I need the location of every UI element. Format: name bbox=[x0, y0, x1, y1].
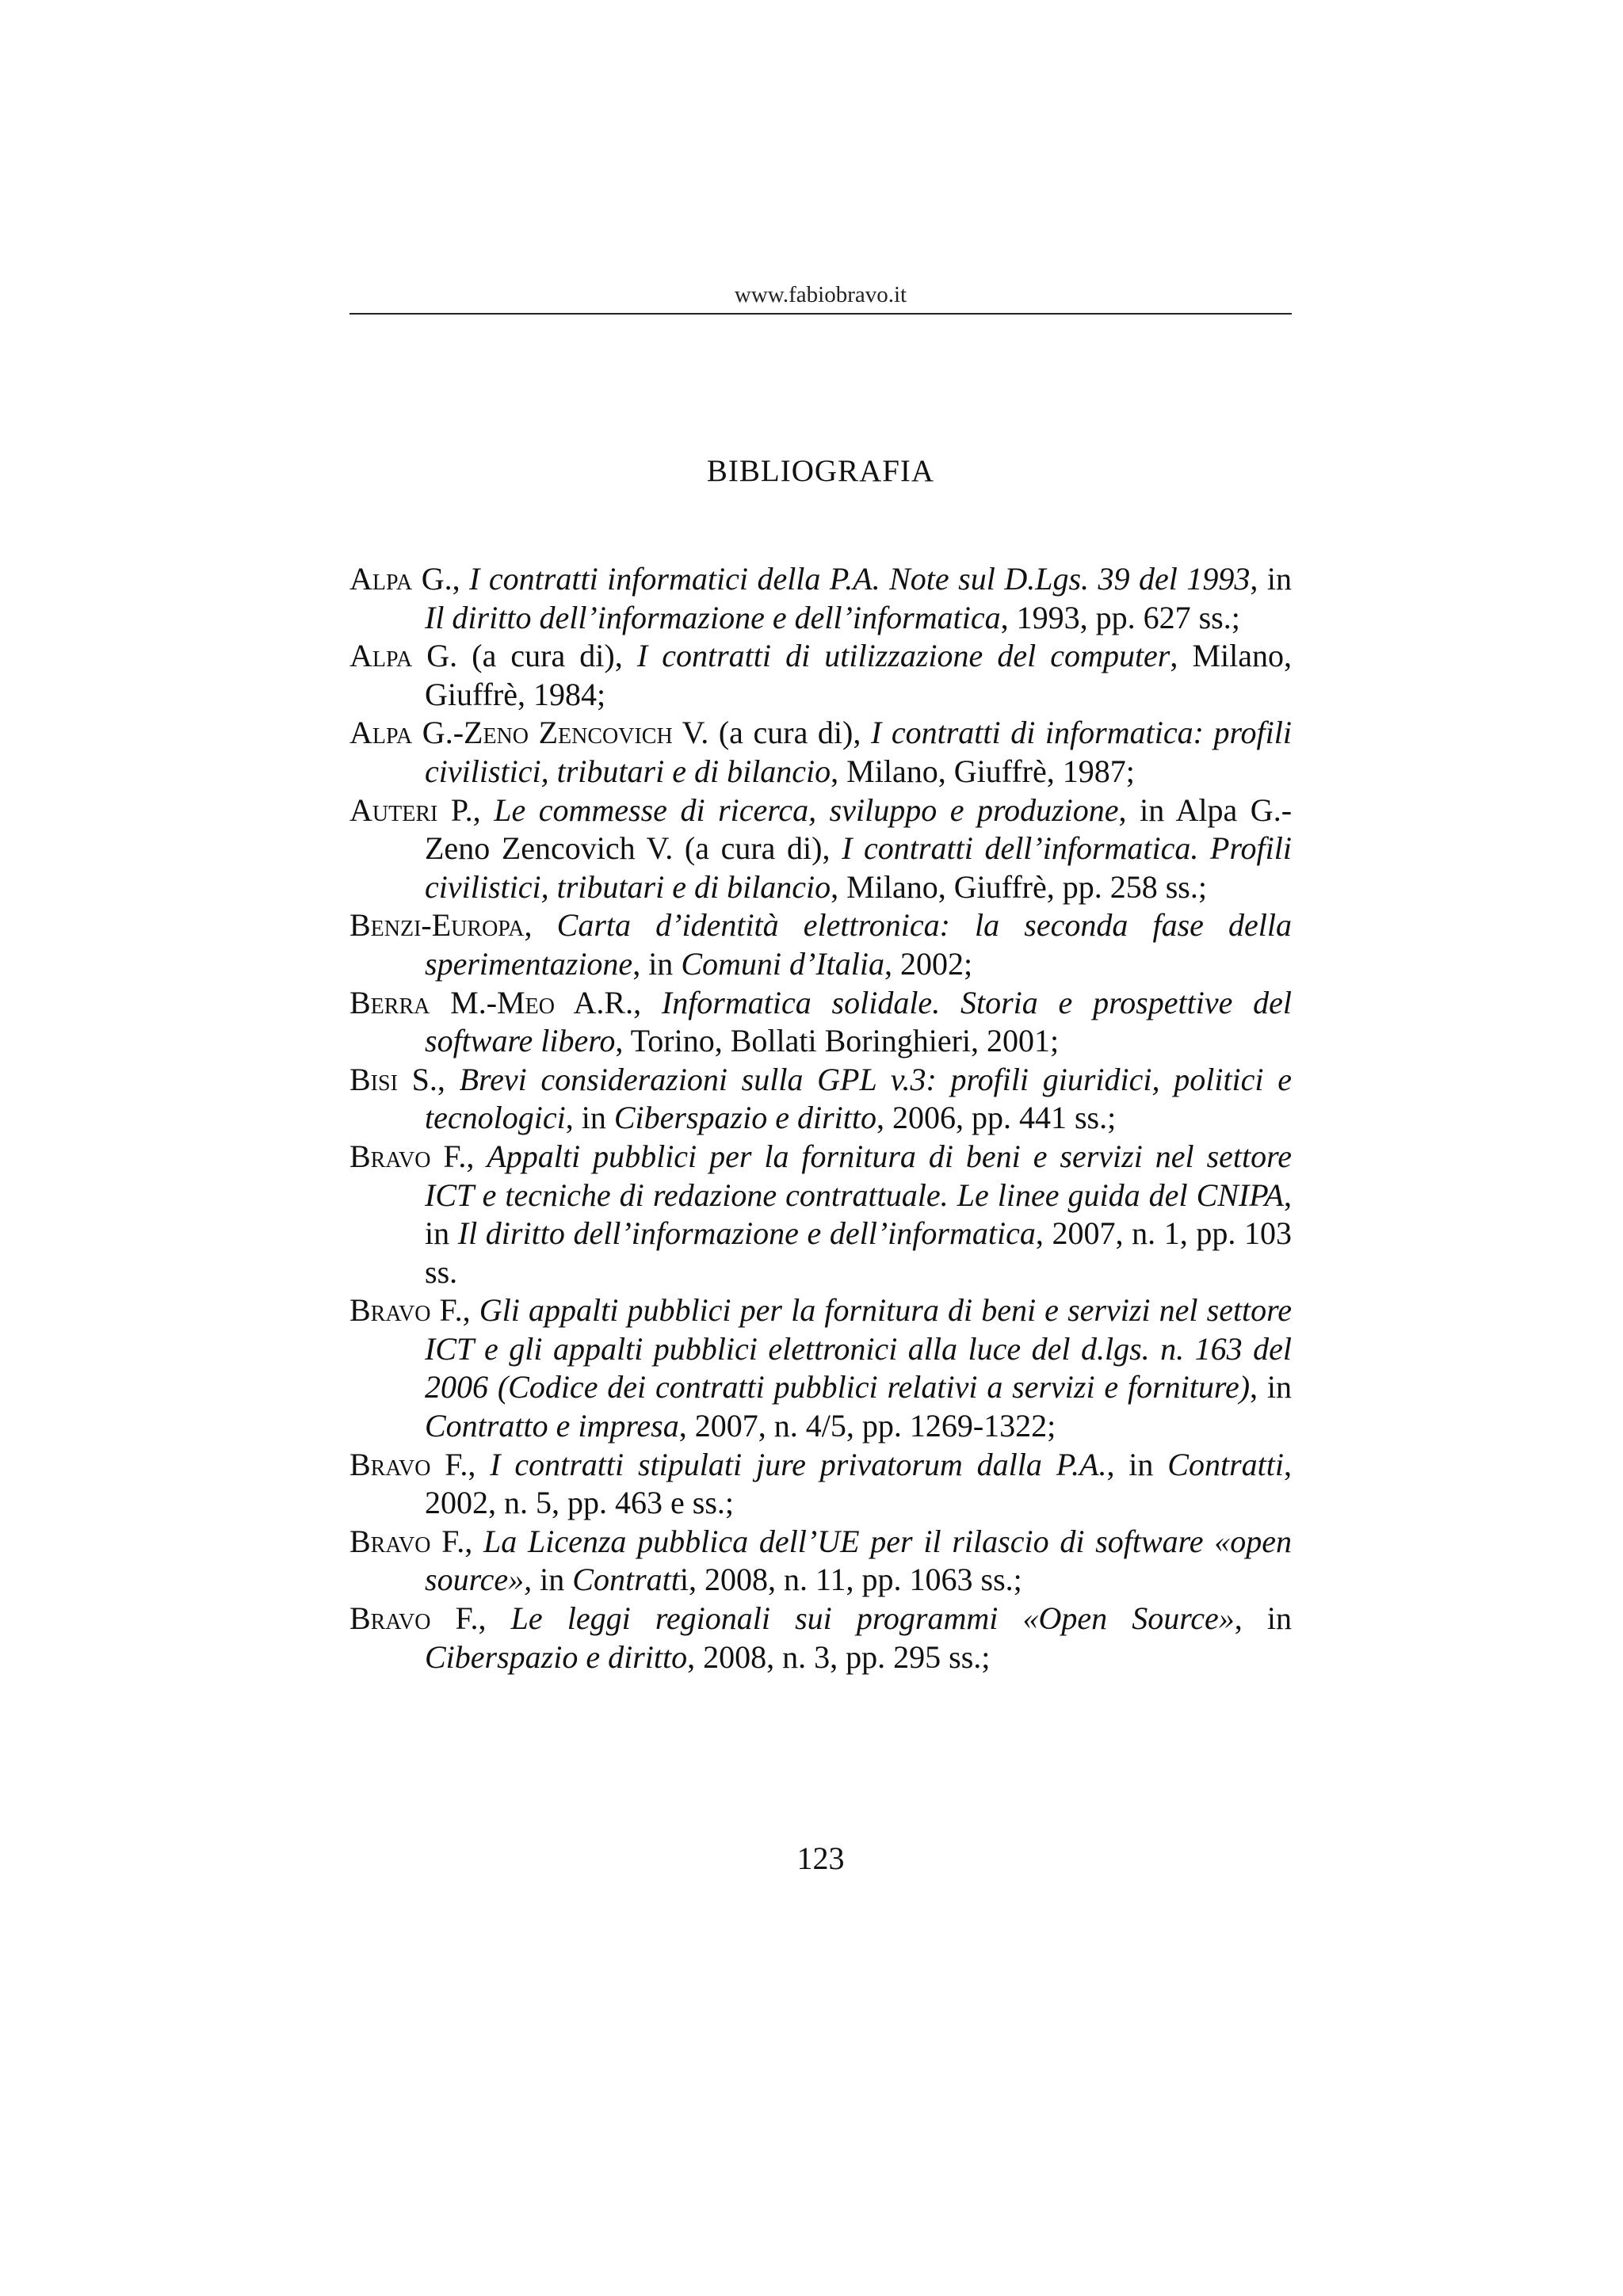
entry-author: Alpa bbox=[349, 638, 413, 674]
entry-text: G. (a cura di), bbox=[412, 638, 637, 674]
entry-author: Bravo bbox=[349, 1292, 431, 1329]
bibliography-entry bbox=[349, 1291, 1292, 1445]
entry-title-italic: I contratti di utilizzazione del computer bbox=[636, 638, 1170, 674]
entry-text: G., bbox=[412, 561, 470, 597]
entry-text: V. (a cura di), bbox=[672, 715, 871, 751]
entry-title-italic: Appalti pubblici per la fornitura di beni e servizi nel settore ICT e tecniche di redazione contrattuale. Le linee guida del CNIPA bbox=[425, 1138, 1292, 1213]
bibliography-entry bbox=[349, 1061, 1292, 1138]
bibliography-list bbox=[349, 560, 1292, 1676]
entry-title-italic: I contratti di informatica: profili civilistici, tributari e di bilancio bbox=[425, 715, 1293, 789]
entry-text: , 2008, n. 3, pp. 295 ss.; bbox=[687, 1638, 991, 1675]
entry-text: , bbox=[524, 907, 557, 944]
entry-text: , in bbox=[1250, 561, 1292, 597]
bibliography-entry bbox=[349, 984, 1292, 1061]
bibliography-entry bbox=[349, 906, 1292, 983]
entry-title-italic: Le leggi regionali sui programmi «Open Source» bbox=[510, 1600, 1235, 1637]
entry-text: , in bbox=[1106, 1446, 1168, 1482]
entry-author: Auteri bbox=[349, 791, 438, 828]
entry-text: , 1993, pp. 627 ss.; bbox=[1000, 599, 1240, 635]
entry-author: Bravo bbox=[349, 1138, 431, 1174]
entry-title-italic: I contratti stipulati jure privatorum dalla P.A. bbox=[490, 1446, 1107, 1482]
entry-text: , Milano, Giuffrè, pp. 258 ss.; bbox=[831, 868, 1207, 905]
entry-title-italic: Brevi considerazioni sulla GPL v.3: profili giuridici, politici e tecnologici bbox=[425, 1061, 1292, 1136]
header-rule bbox=[349, 313, 1292, 315]
entry-text: , in bbox=[425, 1177, 1292, 1252]
bibliography-entry bbox=[349, 1523, 1292, 1600]
entry-author: Bravo bbox=[349, 1523, 431, 1559]
entry-text: M.- bbox=[430, 984, 498, 1020]
entry-title-italic: Il diritto dell’informazione e dell’informatica bbox=[457, 1215, 1036, 1252]
entry-author: Zeno Zencovich bbox=[464, 715, 673, 751]
entry-title-italic: I contratti dell’informatica. Profili civilistici, tributari e di bilancio bbox=[425, 830, 1292, 905]
entry-title-italic: Il diritto dell’informazione e dell’informatica bbox=[425, 599, 1001, 635]
entry-title-italic: Ciberspazio e diritto bbox=[425, 1638, 688, 1675]
entry-author: Berra bbox=[349, 984, 430, 1020]
entry-text: P., bbox=[437, 791, 495, 828]
entry-author: Alpa bbox=[349, 715, 413, 751]
entry-text: , in bbox=[632, 945, 682, 982]
running-header-website: www.fabiobravo.it bbox=[734, 282, 907, 307]
bibliography-entry bbox=[349, 791, 1292, 907]
page-number: 123 bbox=[796, 1840, 845, 1876]
entry-title-italic: Gli appalti pubblici per la fornitura di beni e servizi nel settore ICT e gli appalti pubblici elettronici alla luce del d.lgs. n. 163 del 2006 (Codice dei contratti pubblici relativi a servizi e forniture) bbox=[425, 1292, 1293, 1405]
bibliography-entry bbox=[349, 1446, 1292, 1523]
entry-author: Benzi-Europa bbox=[349, 907, 525, 944]
entry-title-italic: Contratto e impresa bbox=[425, 1408, 679, 1444]
entry-author: Bravo bbox=[349, 1600, 431, 1637]
entry-text: F., bbox=[430, 1600, 511, 1637]
entry-text: S., bbox=[397, 1061, 460, 1097]
entry-text: F., bbox=[430, 1446, 491, 1482]
bibliography-entry bbox=[349, 1138, 1292, 1291]
entry-author: Meo bbox=[497, 984, 555, 1020]
entry-text: , 2007, n. 1, pp. 103 ss. bbox=[425, 1215, 1293, 1290]
bibliography-entry bbox=[349, 1600, 1292, 1676]
entry-text: F., bbox=[430, 1292, 479, 1329]
entry-text: , in bbox=[1234, 1600, 1292, 1637]
entry-title-italic: Ciberspazio e diritto bbox=[613, 1100, 876, 1136]
entry-title-italic: I contratti informatici della P.A. Note sul D.Lgs. 39 del 1993 bbox=[469, 561, 1251, 597]
entry-title-italic: Informatica solidale. Storia e prospettive del software libero bbox=[425, 984, 1293, 1059]
entry-title-italic: Le commesse di ricerca, sviluppo e produzione bbox=[494, 791, 1119, 828]
entry-text: , 2007, n. 4/5, pp. 1269-1322; bbox=[678, 1408, 1056, 1444]
entry-text: i, 2008, n. 11, pp. 1063 ss.; bbox=[679, 1562, 1022, 1598]
entry-text: F., bbox=[430, 1138, 487, 1174]
entry-text: G.- bbox=[412, 715, 464, 751]
entry-text: , Milano, Giuffrè, 1987; bbox=[831, 753, 1135, 789]
entry-title-italic: Contratti bbox=[1167, 1446, 1284, 1482]
entry-author: Alpa bbox=[349, 561, 413, 597]
entry-title-italic: Carta d’identità elettronica: la seconda fase della sperimentazione bbox=[425, 907, 1292, 982]
entry-text: , Torino, Bollati Boringhieri, 2001; bbox=[615, 1023, 1060, 1059]
entry-author: Bravo bbox=[349, 1446, 431, 1482]
entry-title-italic: Comuni d’Italia bbox=[681, 945, 884, 982]
section-title: BIBLIOGRAFIA bbox=[706, 454, 935, 488]
bibliography-entry bbox=[349, 560, 1292, 637]
bibliography-entry bbox=[349, 714, 1292, 791]
entry-text: , 2002; bbox=[884, 945, 973, 982]
entry-text: A.R., bbox=[554, 984, 662, 1020]
entry-title-italic: La Licenza pubblica dell’UE per il rilascio di software «open source», bbox=[425, 1523, 1293, 1598]
entry-text: , in bbox=[1250, 1369, 1292, 1405]
entry-text: in bbox=[532, 1562, 573, 1598]
entry-text: , 2002, n. 5, pp. 463 e ss.; bbox=[425, 1446, 1292, 1521]
entry-author: Bisi bbox=[349, 1061, 398, 1097]
entry-text: , in bbox=[565, 1100, 614, 1136]
entry-title-italic: Contratt bbox=[572, 1562, 680, 1598]
bibliography-entry bbox=[349, 637, 1292, 714]
entry-text: F., bbox=[430, 1523, 483, 1559]
entry-text: , in Alpa G.-Zeno Zencovich V. (a cura di), bbox=[425, 791, 1293, 867]
entry-text: , 2006, pp. 441 ss.; bbox=[876, 1100, 1117, 1136]
entry-text: , Milano, Giuffrè, 1984; bbox=[425, 638, 1292, 712]
